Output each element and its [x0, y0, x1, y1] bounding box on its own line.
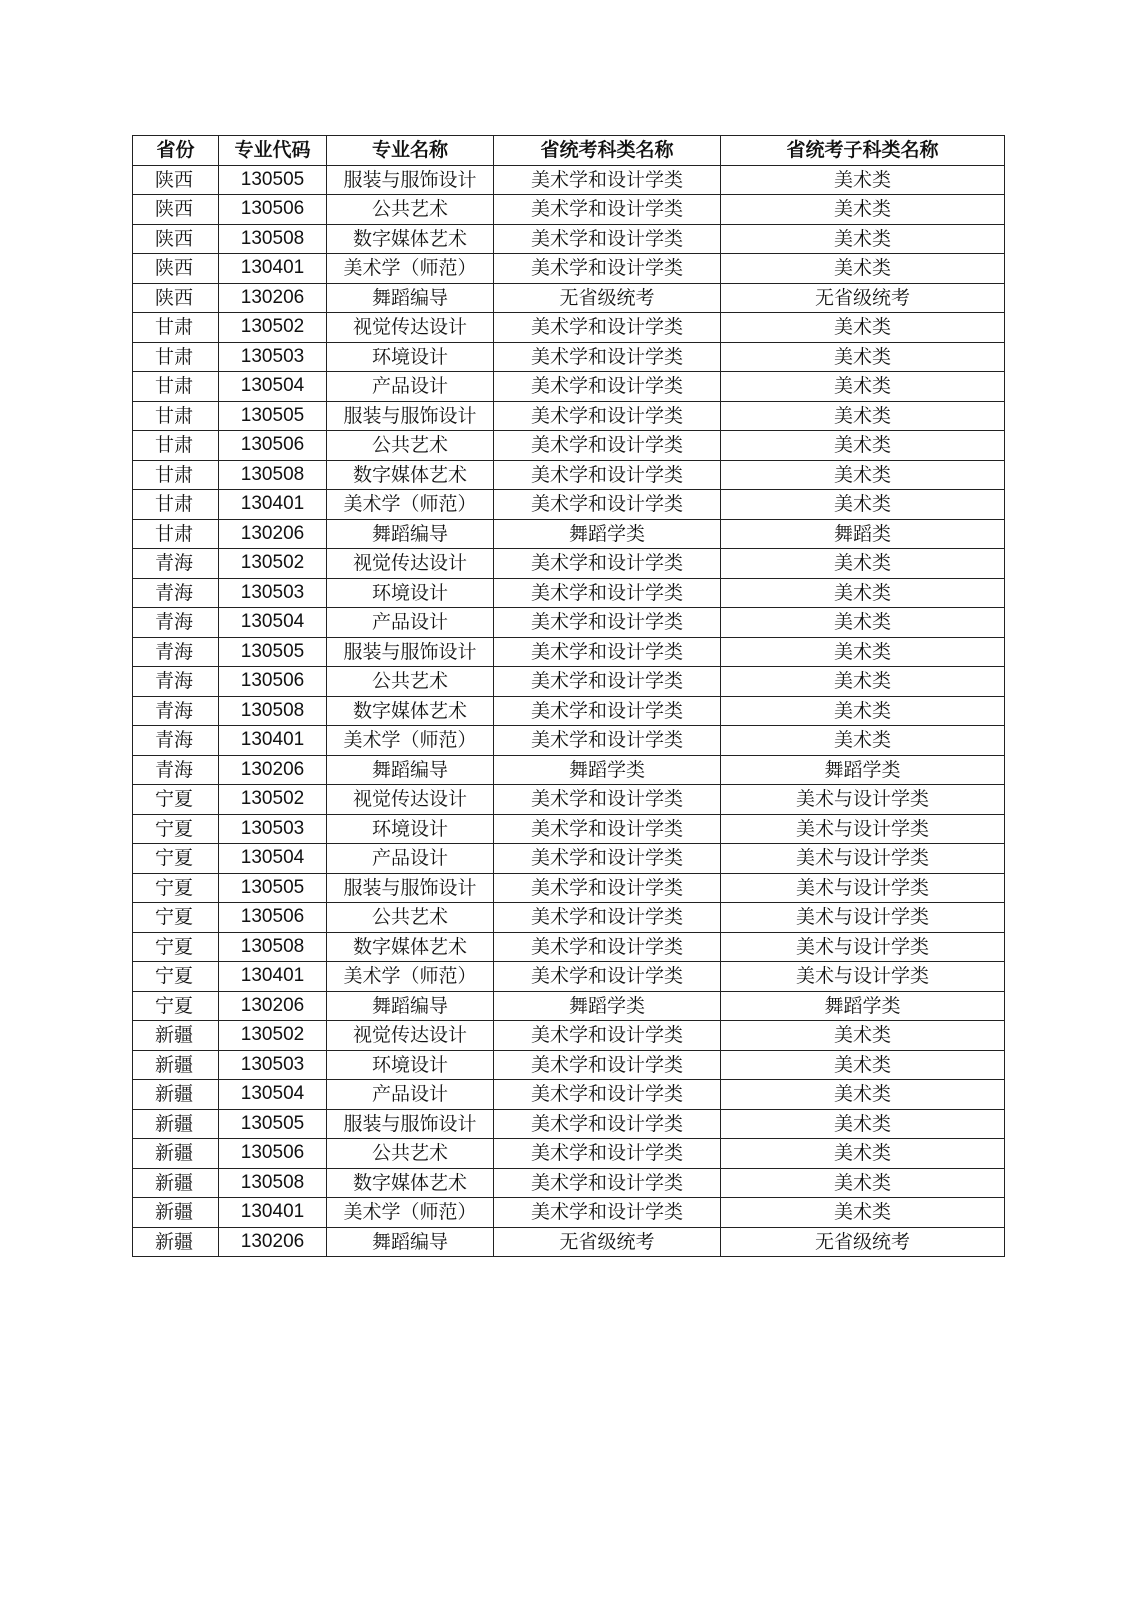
- cell-major-code: 130503: [219, 578, 327, 608]
- cell-exam-subcategory: 美术类: [721, 224, 1005, 254]
- cell-major-name: 视觉传达设计: [327, 785, 494, 815]
- cell-major-name: 服装与服饰设计: [327, 637, 494, 667]
- cell-major-code: 130506: [219, 1139, 327, 1169]
- cell-exam-category: 美术学和设计学类: [494, 667, 721, 697]
- cell-exam-category: 美术学和设计学类: [494, 431, 721, 461]
- cell-province: 甘肃: [133, 313, 219, 343]
- cell-exam-category: 美术学和设计学类: [494, 224, 721, 254]
- cell-major-code: 130206: [219, 755, 327, 785]
- cell-exam-subcategory: 美术与设计学类: [721, 932, 1005, 962]
- cell-province: 青海: [133, 755, 219, 785]
- table-row: [133, 667, 1005, 697]
- cell-exam-subcategory: 美术类: [721, 1139, 1005, 1169]
- cell-exam-category: 美术学和设计学类: [494, 726, 721, 756]
- cell-exam-subcategory: 无省级统考: [721, 283, 1005, 313]
- cell-major-name: 产品设计: [327, 844, 494, 874]
- cell-exam-category: 美术学和设计学类: [494, 932, 721, 962]
- cell-exam-category: 美术学和设计学类: [494, 962, 721, 992]
- cell-major-name: 产品设计: [327, 1080, 494, 1110]
- cell-province: 宁夏: [133, 814, 219, 844]
- cell-province: 宁夏: [133, 785, 219, 815]
- cell-major-name: 数字媒体艺术: [327, 1168, 494, 1198]
- cell-major-code: 130504: [219, 1080, 327, 1110]
- cell-major-code: 130206: [219, 991, 327, 1021]
- cell-major-name: 环境设计: [327, 342, 494, 372]
- cell-major-code: 130506: [219, 195, 327, 225]
- cell-exam-category: 美术学和设计学类: [494, 903, 721, 933]
- table-row: [133, 1227, 1005, 1257]
- table-row: [133, 372, 1005, 402]
- cell-major-code: 130206: [219, 283, 327, 313]
- cell-exam-subcategory: 美术与设计学类: [721, 785, 1005, 815]
- cell-major-name: 美术学（师范）: [327, 490, 494, 520]
- cell-exam-category: 美术学和设计学类: [494, 549, 721, 579]
- cell-exam-category: 美术学和设计学类: [494, 1198, 721, 1228]
- cell-major-name: 服装与服饰设计: [327, 1109, 494, 1139]
- table-row: [133, 696, 1005, 726]
- cell-exam-category: 美术学和设计学类: [494, 401, 721, 431]
- cell-major-code: 130508: [219, 460, 327, 490]
- cell-exam-category: 美术学和设计学类: [494, 1050, 721, 1080]
- cell-exam-subcategory: 美术与设计学类: [721, 962, 1005, 992]
- cell-major-name: 环境设计: [327, 814, 494, 844]
- cell-major-name: 产品设计: [327, 608, 494, 638]
- cell-exam-category: 美术学和设计学类: [494, 785, 721, 815]
- cell-major-name: 产品设计: [327, 372, 494, 402]
- cell-exam-subcategory: 美术与设计学类: [721, 814, 1005, 844]
- cell-major-name: 舞蹈编导: [327, 755, 494, 785]
- cell-exam-category: 舞蹈学类: [494, 991, 721, 1021]
- cell-exam-category: 舞蹈学类: [494, 755, 721, 785]
- table-header-row: [133, 136, 1005, 166]
- cell-province: 甘肃: [133, 401, 219, 431]
- cell-exam-subcategory: 美术类: [721, 1080, 1005, 1110]
- cell-exam-category: 舞蹈学类: [494, 519, 721, 549]
- cell-exam-category: 美术学和设计学类: [494, 313, 721, 343]
- cell-province: 陕西: [133, 254, 219, 284]
- table-row: [133, 844, 1005, 874]
- cell-major-name: 舞蹈编导: [327, 519, 494, 549]
- header-major-code: 专业代码: [219, 136, 327, 166]
- cell-province: 青海: [133, 637, 219, 667]
- document-table-container: [132, 135, 1004, 1257]
- table-row: [133, 519, 1005, 549]
- table-row: [133, 1050, 1005, 1080]
- cell-major-name: 服装与服饰设计: [327, 873, 494, 903]
- table-row: [133, 224, 1005, 254]
- cell-exam-category: 美术学和设计学类: [494, 342, 721, 372]
- cell-exam-subcategory: 美术类: [721, 549, 1005, 579]
- cell-major-name: 公共艺术: [327, 431, 494, 461]
- table-row: [133, 755, 1005, 785]
- cell-province: 宁夏: [133, 873, 219, 903]
- cell-exam-subcategory: 美术与设计学类: [721, 903, 1005, 933]
- cell-major-code: 130506: [219, 667, 327, 697]
- cell-exam-category: 无省级统考: [494, 1227, 721, 1257]
- cell-exam-subcategory: 美术类: [721, 372, 1005, 402]
- cell-exam-category: 美术学和设计学类: [494, 165, 721, 195]
- table-row: [133, 1109, 1005, 1139]
- cell-exam-subcategory: 美术类: [721, 195, 1005, 225]
- cell-province: 新疆: [133, 1050, 219, 1080]
- cell-major-code: 130401: [219, 962, 327, 992]
- cell-major-code: 130504: [219, 372, 327, 402]
- table-row: [133, 1021, 1005, 1051]
- cell-province: 新疆: [133, 1198, 219, 1228]
- cell-major-code: 130502: [219, 785, 327, 815]
- cell-exam-subcategory: 美术类: [721, 696, 1005, 726]
- cell-province: 青海: [133, 667, 219, 697]
- cell-major-code: 130503: [219, 1050, 327, 1080]
- cell-exam-category: 无省级统考: [494, 283, 721, 313]
- cell-major-code: 130505: [219, 401, 327, 431]
- cell-exam-subcategory: 美术类: [721, 254, 1005, 284]
- cell-major-name: 公共艺术: [327, 195, 494, 225]
- cell-province: 甘肃: [133, 490, 219, 520]
- header-major-name: 专业名称: [327, 136, 494, 166]
- cell-province: 陕西: [133, 195, 219, 225]
- cell-province: 甘肃: [133, 519, 219, 549]
- table-row: [133, 195, 1005, 225]
- table-row: [133, 165, 1005, 195]
- cell-province: 新疆: [133, 1021, 219, 1051]
- cell-exam-subcategory: 美术类: [721, 1021, 1005, 1051]
- cell-province: 新疆: [133, 1168, 219, 1198]
- cell-major-name: 数字媒体艺术: [327, 696, 494, 726]
- cell-exam-subcategory: 美术与设计学类: [721, 844, 1005, 874]
- cell-major-name: 数字媒体艺术: [327, 932, 494, 962]
- cell-province: 甘肃: [133, 372, 219, 402]
- table-row: [133, 932, 1005, 962]
- cell-major-code: 130506: [219, 903, 327, 933]
- cell-province: 陕西: [133, 283, 219, 313]
- cell-major-name: 环境设计: [327, 1050, 494, 1080]
- table-row: [133, 873, 1005, 903]
- table-row: [133, 283, 1005, 313]
- table-row: [133, 1168, 1005, 1198]
- cell-exam-subcategory: 美术类: [721, 608, 1005, 638]
- cell-exam-subcategory: 舞蹈学类: [721, 755, 1005, 785]
- cell-major-name: 舞蹈编导: [327, 991, 494, 1021]
- cell-major-code: 130504: [219, 844, 327, 874]
- cell-major-name: 视觉传达设计: [327, 313, 494, 343]
- cell-exam-subcategory: 美术类: [721, 431, 1005, 461]
- cell-province: 新疆: [133, 1080, 219, 1110]
- cell-exam-subcategory: 美术类: [721, 1050, 1005, 1080]
- table-row: [133, 460, 1005, 490]
- cell-major-code: 130401: [219, 726, 327, 756]
- cell-major-name: 公共艺术: [327, 1139, 494, 1169]
- cell-province: 陕西: [133, 165, 219, 195]
- cell-province: 宁夏: [133, 932, 219, 962]
- cell-exam-category: 美术学和设计学类: [494, 844, 721, 874]
- cell-exam-subcategory: 美术类: [721, 313, 1005, 343]
- cell-major-name: 美术学（师范）: [327, 254, 494, 284]
- cell-exam-category: 美术学和设计学类: [494, 1168, 721, 1198]
- table-row: [133, 1139, 1005, 1169]
- cell-major-name: 服装与服饰设计: [327, 165, 494, 195]
- header-province: 省份: [133, 136, 219, 166]
- cell-major-code: 130401: [219, 254, 327, 284]
- cell-major-code: 130502: [219, 1021, 327, 1051]
- cell-province: 青海: [133, 696, 219, 726]
- cell-province: 甘肃: [133, 431, 219, 461]
- cell-province: 宁夏: [133, 844, 219, 874]
- cell-exam-category: 美术学和设计学类: [494, 460, 721, 490]
- table-row: [133, 785, 1005, 815]
- table-row: [133, 401, 1005, 431]
- cell-exam-subcategory: 美术类: [721, 726, 1005, 756]
- cell-major-code: 130506: [219, 431, 327, 461]
- cell-exam-category: 美术学和设计学类: [494, 637, 721, 667]
- table-row: [133, 342, 1005, 372]
- cell-exam-category: 美术学和设计学类: [494, 372, 721, 402]
- cell-exam-category: 美术学和设计学类: [494, 578, 721, 608]
- cell-major-code: 130502: [219, 549, 327, 579]
- cell-major-code: 130505: [219, 165, 327, 195]
- table-row: [133, 903, 1005, 933]
- cell-exam-subcategory: 无省级统考: [721, 1227, 1005, 1257]
- table-row: [133, 637, 1005, 667]
- cell-major-name: 视觉传达设计: [327, 549, 494, 579]
- cell-major-code: 130502: [219, 313, 327, 343]
- cell-major-name: 环境设计: [327, 578, 494, 608]
- cell-major-code: 130206: [219, 1227, 327, 1257]
- cell-major-name: 公共艺术: [327, 903, 494, 933]
- table-row: [133, 726, 1005, 756]
- cell-exam-category: 美术学和设计学类: [494, 814, 721, 844]
- cell-province: 甘肃: [133, 460, 219, 490]
- cell-exam-category: 美术学和设计学类: [494, 696, 721, 726]
- table-row: [133, 1198, 1005, 1228]
- cell-major-name: 美术学（师范）: [327, 726, 494, 756]
- cell-major-name: 服装与服饰设计: [327, 401, 494, 431]
- cell-exam-subcategory: 美术类: [721, 165, 1005, 195]
- table-row: [133, 1080, 1005, 1110]
- cell-exam-subcategory: 美术类: [721, 1109, 1005, 1139]
- table-row: [133, 814, 1005, 844]
- cell-province: 宁夏: [133, 903, 219, 933]
- major-category-table: [132, 135, 1005, 1257]
- header-exam-subcategory: 省统考子科类名称: [721, 136, 1005, 166]
- cell-major-code: 130503: [219, 814, 327, 844]
- cell-exam-subcategory: 舞蹈学类: [721, 991, 1005, 1021]
- table-row: [133, 254, 1005, 284]
- cell-exam-subcategory: 美术类: [721, 342, 1005, 372]
- cell-major-code: 130505: [219, 873, 327, 903]
- table-row: [133, 431, 1005, 461]
- cell-exam-subcategory: 美术类: [721, 1168, 1005, 1198]
- cell-major-name: 公共艺术: [327, 667, 494, 697]
- cell-exam-category: 美术学和设计学类: [494, 873, 721, 903]
- cell-exam-subcategory: 美术类: [721, 637, 1005, 667]
- table-row: [133, 313, 1005, 343]
- cell-exam-subcategory: 美术类: [721, 578, 1005, 608]
- cell-major-code: 130504: [219, 608, 327, 638]
- cell-province: 新疆: [133, 1139, 219, 1169]
- table-row: [133, 991, 1005, 1021]
- cell-major-code: 130503: [219, 342, 327, 372]
- cell-major-name: 舞蹈编导: [327, 283, 494, 313]
- cell-major-code: 130508: [219, 224, 327, 254]
- header-exam-category: 省统考科类名称: [494, 136, 721, 166]
- cell-major-code: 130206: [219, 519, 327, 549]
- cell-exam-subcategory: 美术类: [721, 401, 1005, 431]
- cell-major-code: 130508: [219, 696, 327, 726]
- cell-exam-category: 美术学和设计学类: [494, 608, 721, 638]
- cell-exam-subcategory: 美术与设计学类: [721, 873, 1005, 903]
- cell-province: 青海: [133, 726, 219, 756]
- cell-province: 新疆: [133, 1227, 219, 1257]
- cell-major-code: 130401: [219, 490, 327, 520]
- cell-major-code: 130508: [219, 1168, 327, 1198]
- cell-exam-category: 美术学和设计学类: [494, 1021, 721, 1051]
- cell-major-name: 美术学（师范）: [327, 1198, 494, 1228]
- table-row: [133, 608, 1005, 638]
- table-row: [133, 578, 1005, 608]
- cell-exam-category: 美术学和设计学类: [494, 195, 721, 225]
- cell-province: 宁夏: [133, 991, 219, 1021]
- cell-province: 青海: [133, 578, 219, 608]
- table-body: [133, 165, 1005, 1257]
- cell-province: 青海: [133, 549, 219, 579]
- cell-province: 宁夏: [133, 962, 219, 992]
- cell-province: 陕西: [133, 224, 219, 254]
- cell-exam-subcategory: 舞蹈类: [721, 519, 1005, 549]
- cell-major-code: 130401: [219, 1198, 327, 1228]
- cell-exam-category: 美术学和设计学类: [494, 490, 721, 520]
- cell-major-name: 数字媒体艺术: [327, 460, 494, 490]
- table-row: [133, 490, 1005, 520]
- cell-major-code: 130505: [219, 637, 327, 667]
- cell-exam-subcategory: 美术类: [721, 1198, 1005, 1228]
- cell-major-code: 130508: [219, 932, 327, 962]
- cell-exam-category: 美术学和设计学类: [494, 1139, 721, 1169]
- cell-exam-subcategory: 美术类: [721, 667, 1005, 697]
- cell-province: 青海: [133, 608, 219, 638]
- cell-exam-subcategory: 美术类: [721, 460, 1005, 490]
- cell-exam-category: 美术学和设计学类: [494, 1080, 721, 1110]
- cell-major-code: 130505: [219, 1109, 327, 1139]
- cell-exam-category: 美术学和设计学类: [494, 254, 721, 284]
- cell-province: 新疆: [133, 1109, 219, 1139]
- cell-major-name: 视觉传达设计: [327, 1021, 494, 1051]
- cell-major-name: 美术学（师范）: [327, 962, 494, 992]
- cell-exam-category: 美术学和设计学类: [494, 1109, 721, 1139]
- cell-major-name: 数字媒体艺术: [327, 224, 494, 254]
- cell-province: 甘肃: [133, 342, 219, 372]
- cell-major-name: 舞蹈编导: [327, 1227, 494, 1257]
- table-row: [133, 549, 1005, 579]
- table-row: [133, 962, 1005, 992]
- cell-exam-subcategory: 美术类: [721, 490, 1005, 520]
